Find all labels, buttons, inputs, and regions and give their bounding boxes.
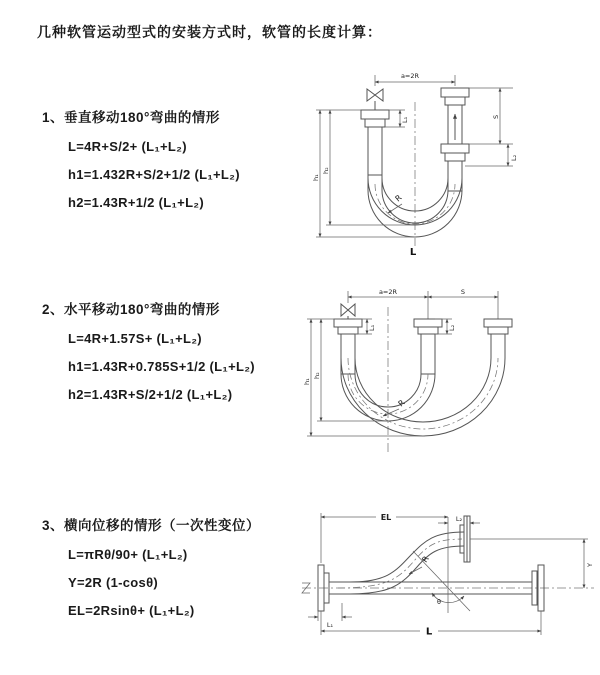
radius-label: R xyxy=(393,193,404,204)
diagram-2-linework xyxy=(307,291,512,455)
diagram-lateral-displacement xyxy=(298,503,598,643)
radius-leader xyxy=(388,204,402,213)
diagram-vertical-180-bend xyxy=(310,66,580,258)
right-flange xyxy=(484,319,512,334)
dim-label-s: S xyxy=(460,288,466,296)
section-horizontal-movement xyxy=(42,298,322,414)
formula-h2: h2=1.43R+S/2+1/2 (L₁+L₂) xyxy=(68,387,233,402)
formula-h1: h1=1.43R+0.785S+1/2 (L₁+L₂) xyxy=(68,359,255,374)
dim-label-a2r: a=2R xyxy=(378,288,398,296)
valve-icon xyxy=(341,304,355,316)
dim-label-h2: h₂ xyxy=(313,372,321,379)
dim-label-l2: L₂ xyxy=(510,154,518,161)
dim-label-a2r: a=2R xyxy=(400,72,420,80)
dim-label-h1: h₁ xyxy=(303,378,311,385)
section-vertical-movement xyxy=(42,106,322,222)
section-3-heading: 3、横向位移的情形（一次性变位） xyxy=(42,518,261,533)
dim-label-l1: L₁ xyxy=(401,116,409,123)
formula-h2: h2=1.43R+1/2 (L₁+L₂) xyxy=(68,195,205,210)
formula-y: Y=2R (1-cosθ) xyxy=(68,575,159,590)
dim-label-l2: L₂ xyxy=(448,324,456,331)
right-flange-upper xyxy=(441,88,469,105)
middle-flange xyxy=(414,319,442,334)
valve-icon xyxy=(367,89,383,101)
diagram-3-linework xyxy=(302,513,594,635)
page-title: 几种软管运动型式的安装方式时，软管的长度计算： xyxy=(37,24,382,40)
radius-label: R xyxy=(396,398,407,409)
diagram-horizontal-180-bend xyxy=(303,283,593,463)
formula-h1: h1=1.432R+S/2+1/2 (L₁+L₂) xyxy=(68,167,240,182)
section-lateral-displacement xyxy=(42,514,322,630)
dim-label-h2: h₂ xyxy=(322,167,330,174)
left-flange xyxy=(334,319,362,334)
formula-length: L=4R+1.57S+ (L₁+L₂) xyxy=(68,331,202,346)
right-flange-lower xyxy=(441,144,469,161)
hose-centerline xyxy=(338,539,462,588)
formula-el: EL=2Rsinθ+ (L₁+L₂) xyxy=(68,603,195,618)
section-2-heading: 2、水平移动180°弯曲的情形 xyxy=(42,302,220,317)
dim-label-l1: L₁ xyxy=(326,621,334,629)
dim-label-l1: L₁ xyxy=(368,324,376,331)
dim-label-y: Y xyxy=(586,563,594,567)
dim-label-s: S xyxy=(492,114,500,119)
left-flange xyxy=(361,110,389,127)
dim-label-l: L xyxy=(409,247,417,258)
dim-label-l2: L₂ xyxy=(455,515,463,523)
formula-length: L=πRθ/90+ (L₁+L₂) xyxy=(68,547,188,562)
dim-label-el: EL xyxy=(380,513,392,522)
dim-label-l: L xyxy=(425,626,433,638)
middle-braided-hose xyxy=(421,334,435,374)
dim-label-h1: h₁ xyxy=(312,174,320,181)
angle-label: θ xyxy=(437,598,441,606)
formula-length: L=4R+S/2+ (L₁+L₂) xyxy=(68,139,187,154)
section-1-heading: 1、垂直移动180°弯曲的情形 xyxy=(42,110,220,125)
diagram-1-linework xyxy=(316,75,513,246)
radius-label: R xyxy=(420,554,431,565)
left-braided-hose xyxy=(368,127,382,175)
left-braided-hose xyxy=(341,334,355,374)
